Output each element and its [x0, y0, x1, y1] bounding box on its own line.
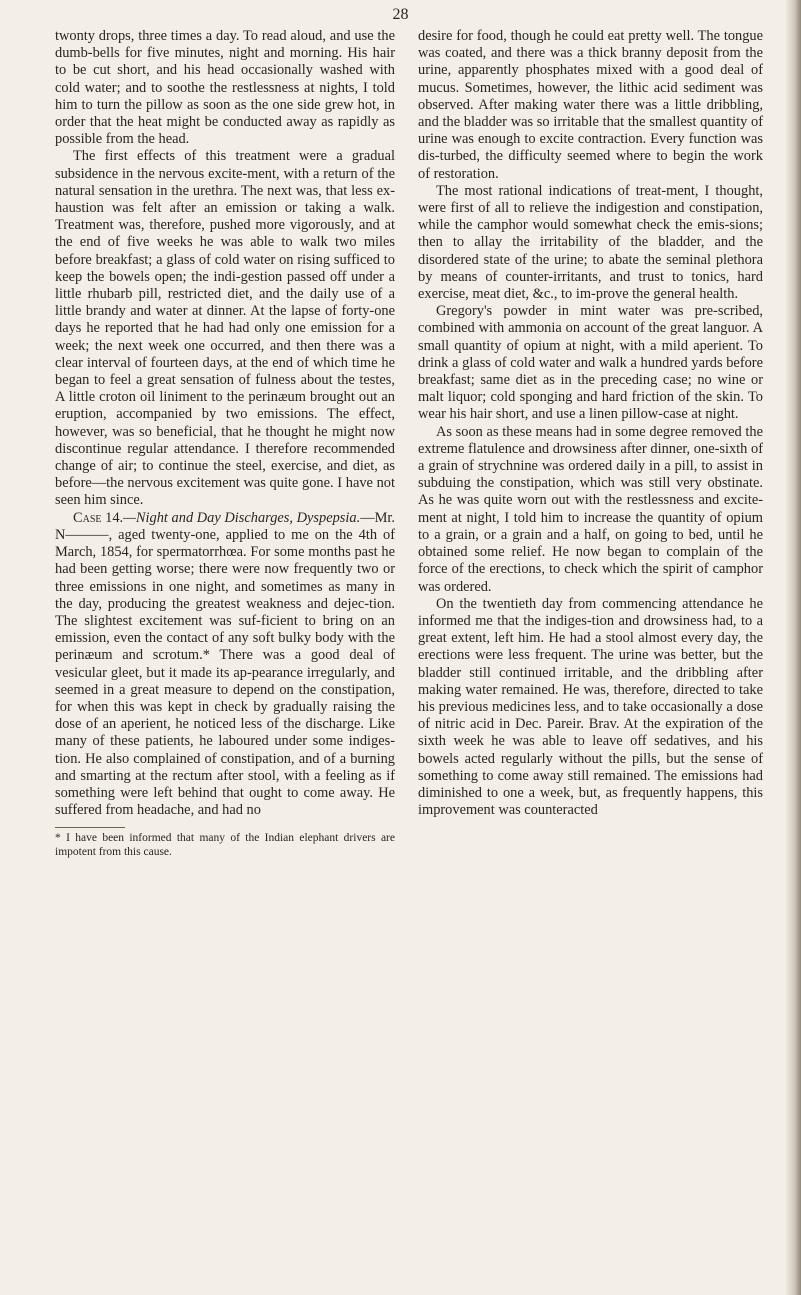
paragraph: desire for food, though he could eat pretty well. The tongue was coated, and there was a thick branny deposit from the urine, apparently phosphates mixed with a good deal of mucus. Sometimes, however, the lithic acid sediment was observed. After making water there was a little dribbling, and the bladder was so irritable that the smallest quantity of urine was enough to excite contraction. Every function was dis-turbed, the difficulty seemed where to begin the work of restoration. [418, 28, 763, 182]
page-number: 28 [392, 6, 409, 23]
case-paragraph [55, 510, 395, 820]
case-title: —Night and Day Discharges, Dyspepsia. [123, 509, 361, 526]
right-column [418, 28, 763, 819]
case-label: Case 14. [73, 509, 124, 526]
paragraph: The first effects of this treatment were a gradual subsidence in the nervous excite-ment, with a return of the natural sensation in the urethra. The next was, that less ex-haustion was felt after an emission or taking a walk. Treatment was, therefore, pushed more vigorously, and at the end of five weeks he was able to walk two miles before breakfast; a glass of cold water on rising sufficed to keep the bowels open; the indi-gestion passed off under a little rhubarb pill, restricted diet, and the daily use of a little brandy and water at dinner. At the lapse of forty-one days he reported that he had had only one emission for a week; the next week one occurred, and then there was a clear interval of fourteen days, at the end of which time he began to feel a great sensation of fulness about the testes, A little croton oil liniment to the perinæum brought out an eruption, accompanied by two emissions. The effect, however, was so beneficial, that he thought he might now discontinue regular attendance. I therefore recommended change of air; to continue the steel, exercise, and diet, as before—the nervous excitement was quite gone. I have not seen him since. [55, 148, 395, 509]
footnote: * I have been informed that many of the Indian elephant drivers are impotent from this cause. [55, 832, 395, 858]
paragraph: On the twentieth day from commencing attendance he informed me that the indiges-tion and drowsiness had, to a great extent, left him. He had a stool almost every day, the erections were less frequent. The urine was better, but the bladder still continued irritable, and the dribbling after making water remained. He was, therefore, directed to take his previous medicines less, and to take occasionally a dose of nitric acid in Dec. Pareir. Brav. At the expiration of the sixth week he was able to leave off sedatives, and his bowels acted regularly without the pills, but the sense of something to come away still remained. The emissions had diminished to one a week, but, as frequently happens, this improvement was counteracted [418, 595, 763, 819]
paragraph: twonty drops, three times a day. To read aloud, and use the dumb-bells for five minutes, night and morning. His hair to be cut short, and his head occasionally washed with cold water; and to soothe the restlessness at nights, I told him to turn the pillow as soon as the one side grew hot, in order that the heat might be conducted away as rapidly as possible from the head. [55, 28, 395, 148]
case-text: —Mr. N———, aged twenty-one, applied to me on the 4th of March, 1854, for spermatorrhœa. For some months past he had been getting worse; there were now frequently two or three emissions in one night, and sometimes as many in the day, producing the greatest weakness and dejec-tion. The slightest excitement was suf-ficient to bring on an emission, even the contact of any soft bulky body with the perinæum and scrotum.* There was a good deal of vesicular gleet, but it made its ap-pearance irregularly, and seemed in a great measure to depend on the constipation, for when this was kept in check by gradually raising the dose of an aperient, he noticed less of the discharge. Like many of these patients, he laboured under some indiges-tion. He also complained of constipation, and of a burning and smarting at the rectum after stool, with a feeling as if something were left behind that ought to come away. He suffered from headache, and had no [55, 509, 395, 819]
paragraph: Gregory's powder in mint water was pre-scribed, combined with ammonia on account of the great languor. A small quantity of opium at night, with a mild aperient. To drink a glass of cold water and walk a hundred yards before breakfast; same diet as in the preceding case; no wine or malt liquor; cold sponging and hard friction of the skin. To wear his hair short, and use a linen pillow-case at night. [418, 303, 763, 423]
left-column [55, 28, 395, 859]
paragraph: The most rational indications of treat-ment, I thought, were first of all to relieve the indigestion and constipation, while the camphor would somewhat check the emis-sions; then to allay the irritability of the bladder, and the disordered state of the urine; to abate the seminal plethora by means of counter-irritants, and trust to tonics, hard exercise, meat diet, &c., to im-prove the general health. [418, 182, 763, 303]
footnote-rule [55, 827, 125, 828]
page-edge [785, 0, 801, 1295]
paragraph: As soon as these means had in some degree removed the extreme flatulence and drowsiness after dinner, one-sixth of a grain of strychnine was ordered daily in a pill, to assist in subduing the constipation, which was still very obstinate. As he was quite worn out with the restlessness and excite-ment at night, I told him to increase the quantity of opium to a grain, or a grain and a half, on going to bed, until he obtained some relief. He now began to complain of the force of the erections, to check which the spirit of camphor was ordered. [418, 423, 763, 595]
